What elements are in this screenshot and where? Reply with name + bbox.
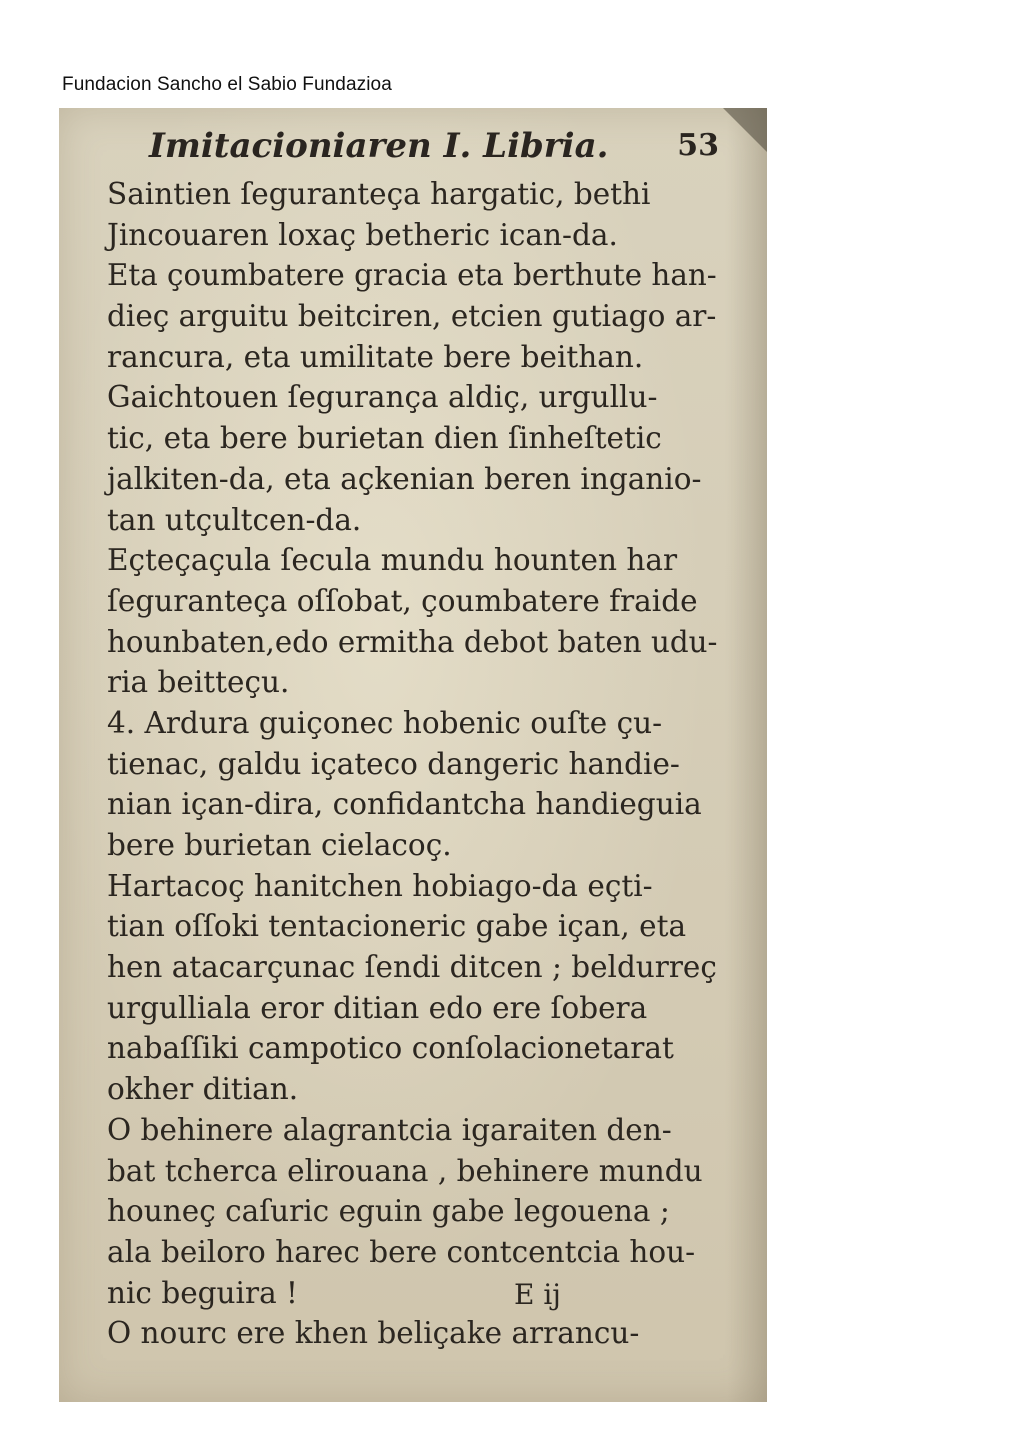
watermark: Fundacion Sancho el Sabio Fundazioa: [62, 74, 392, 95]
text-line: tian oſſoki tentacioneric gabe içan, eta: [107, 909, 687, 944]
running-title: Imitacioniaren I. Libria.: [149, 126, 609, 166]
text-line: hounbaten,edo ermitha debot baten udu-: [107, 624, 718, 659]
text-line: tic, eta bere burietan dien ſinheſtetic: [107, 421, 662, 456]
text-line: houneç caſuric eguin gabe legouena ;: [107, 1194, 670, 1229]
text-line: bere burietan cielacoç.: [107, 828, 452, 862]
text-line: Jincouaren loxaç betheric ican-da.: [107, 217, 618, 252]
text-line: tienac, galdu içateco dangeric handie-: [107, 746, 680, 781]
text-line: O nourc ere khen beliçake arrancu-: [107, 1316, 640, 1351]
text-line: ala beiloro harec bere contcentcia hou-: [107, 1234, 696, 1269]
signature-mark: E ij: [514, 1278, 561, 1311]
text-line: Gaichtouen ſegurança aldiç, urgullu-: [107, 380, 658, 415]
text-line: Saintien ſeguranteça hargatic, bethi: [107, 177, 651, 211]
scanned-page: [59, 108, 767, 1402]
text-line: 4. Ardura guiçonec hobenic ouſte çu-: [107, 705, 663, 740]
body-text: [107, 174, 717, 1354]
page-header: [149, 126, 719, 170]
text-line: nic beguira !: [107, 1275, 298, 1310]
text-line: bat tcherca elirouana , behinere mundu: [107, 1153, 703, 1188]
text-line: ſeguranteça oſſobat, çoumbatere fraide: [107, 583, 698, 618]
page-edge-shadow: [727, 108, 767, 1402]
text-line: Hartacoç hanitchen hobiago-da eçti-: [107, 868, 653, 903]
text-line: nabaſſiki campotico conſolacionetarat: [107, 1031, 674, 1066]
text-line: O behinere alagrantcia igaraiten den-: [107, 1112, 672, 1147]
text-line: ria beitteçu.: [107, 665, 290, 700]
text-line: jalkiten-da, eta açkenian beren inganio-: [107, 461, 702, 496]
text-line: Eta çoumbatere gracia eta berthute han-: [107, 258, 717, 293]
text-line: Eçteçaçula ſecula mundu hounten har: [107, 543, 678, 578]
text-line: dieç arguitu beitciren, etcien gutiago ar-: [107, 299, 717, 334]
page-number: 53: [677, 128, 719, 163]
text-line: nian içan-dira, confidantcha handieguia: [107, 787, 702, 822]
text-line: rancura, eta umilitate bere beithan.: [107, 339, 644, 374]
text-line: hen atacarçunac ſendi ditcen ; beldurreç: [107, 950, 717, 985]
text-line: tan utçultcen-da.: [107, 502, 362, 537]
text-line: okher ditian.: [107, 1072, 299, 1107]
corner-fold: [723, 108, 767, 152]
text-line: urgulliala eror ditian edo ere ſobera: [107, 990, 648, 1025]
